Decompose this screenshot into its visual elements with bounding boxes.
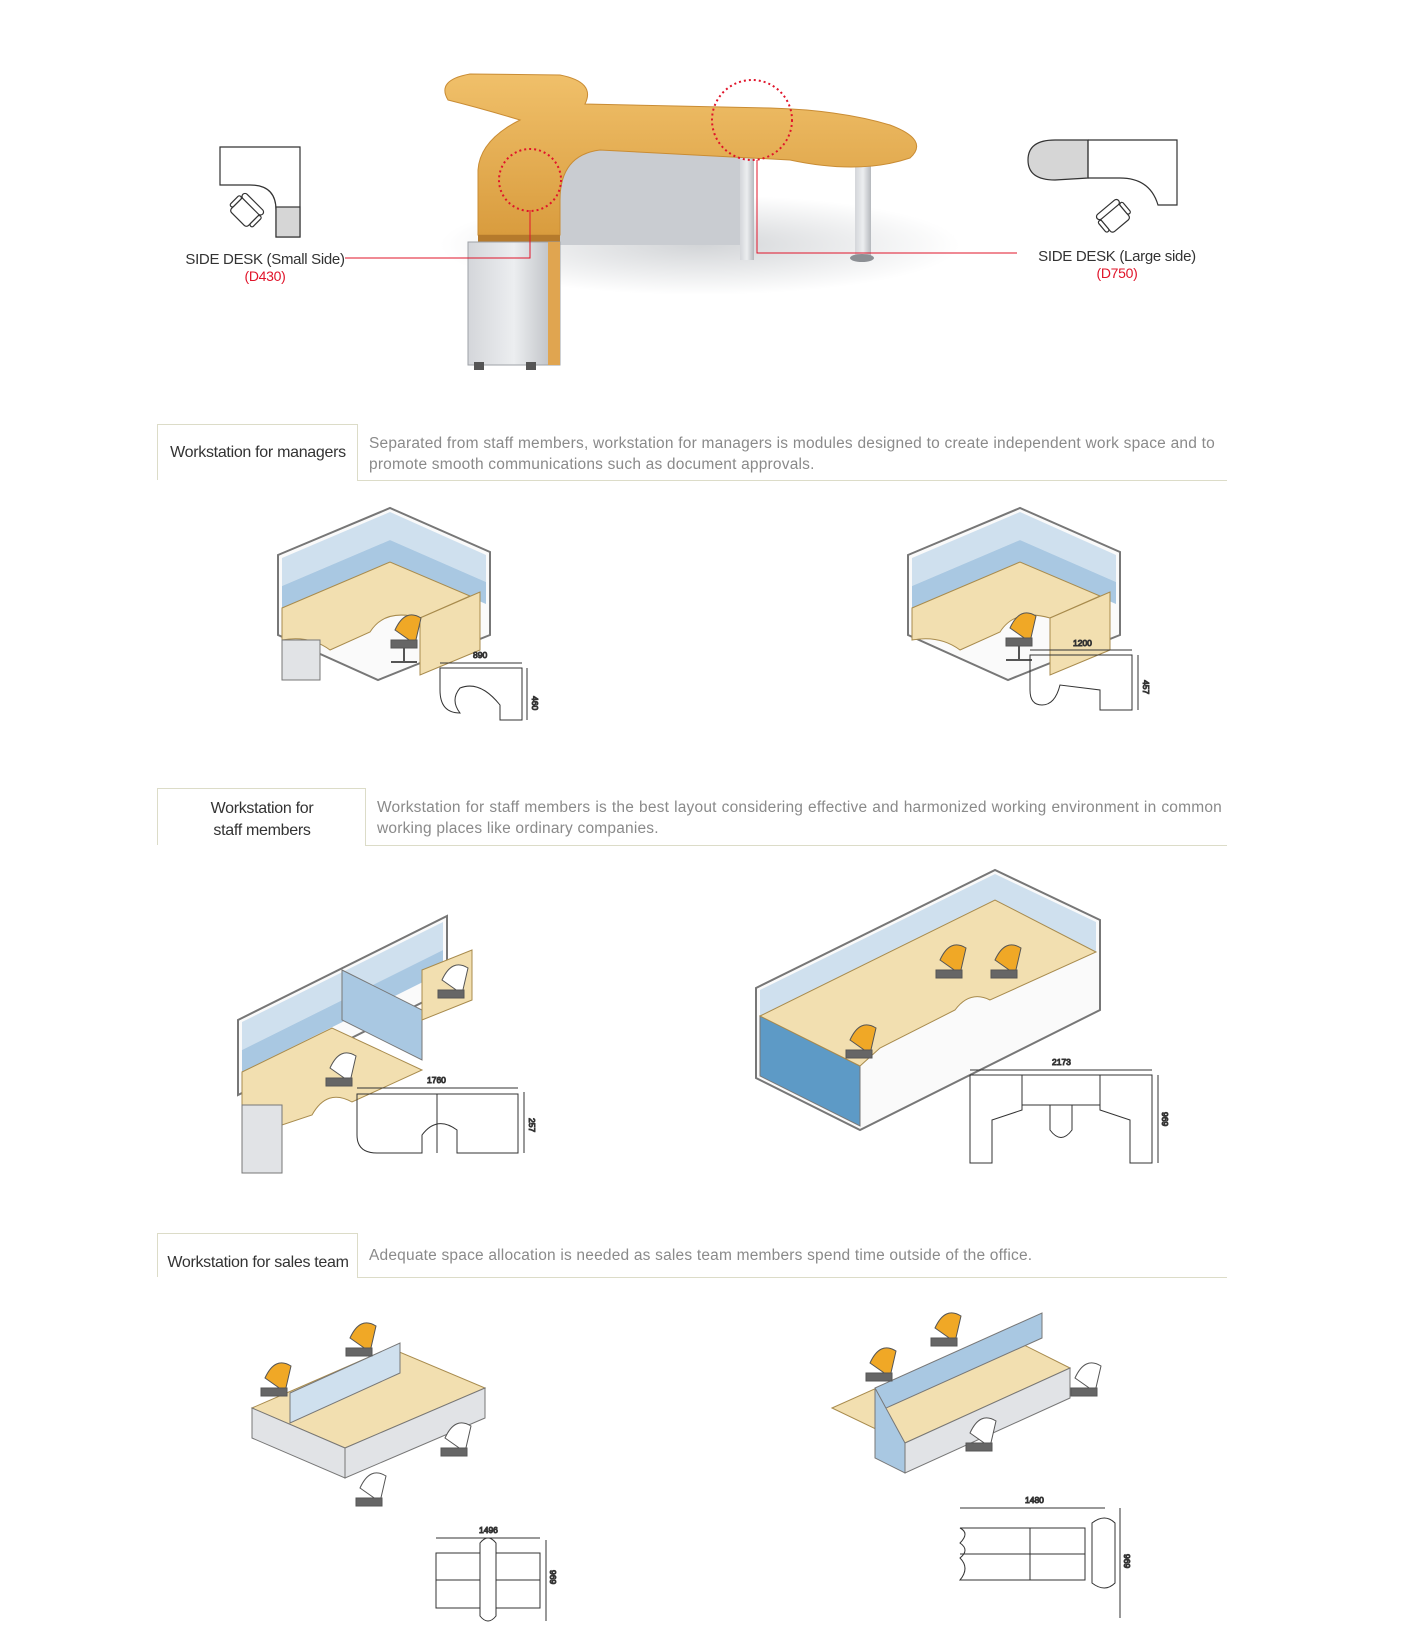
section-sales-title: Workstation for sales team	[167, 1254, 349, 1271]
sales-left-plan	[436, 1525, 558, 1621]
section-sales-description: Adequate space allocation is needed as sales team members spend time outside of the office.	[369, 1247, 1033, 1264]
dim-width: 1200	[1073, 638, 1092, 648]
chair-icon	[356, 1473, 386, 1506]
dim-depth: 969	[1122, 1554, 1132, 1569]
section-staff-title-line2: staff members	[213, 822, 311, 839]
chair-icon	[866, 1348, 896, 1381]
dim-width: 1496	[479, 1525, 498, 1535]
dim-depth: 257	[527, 1118, 537, 1133]
side-desk-large-title: SIDE DESK (Large side)	[1038, 248, 1196, 265]
section-staff-title-line1: Workstation for	[210, 800, 314, 817]
staff-right-plan	[970, 1057, 1170, 1163]
hero-desk-illustration	[0, 0, 1410, 420]
chair-icon	[1071, 1363, 1101, 1396]
side-desk-small-code: (D430)	[244, 268, 286, 284]
dim-width: 2173	[1052, 1057, 1071, 1067]
side-desk-large-label	[1032, 248, 1202, 282]
managers-workstation-left	[270, 500, 570, 750]
staff-workstation-right	[750, 860, 1190, 1150]
section-managers-description: Separated from staff members, workstation for managers is modules designed to create independent work space and to promote smooth communications such as document approvals.	[369, 435, 1215, 473]
sales-workstation-right	[830, 1318, 1170, 1628]
section-staff-description: Workstation for staff members is the best layout considering effective and harmonized working environment in common working places like ordinary companies.	[377, 799, 1222, 837]
dim-width: 890	[473, 650, 488, 660]
section-staff-title	[160, 798, 364, 842]
dim-depth: 457	[1141, 680, 1151, 695]
staff-workstation-left	[232, 910, 572, 1200]
section-managers-title: Workstation for managers	[170, 444, 346, 461]
chair-icon	[346, 1323, 376, 1356]
chair-icon	[261, 1363, 291, 1396]
side-desk-large-code: (D750)	[1096, 265, 1138, 281]
sales-right-plan	[960, 1495, 1132, 1618]
dim-depth: 460	[530, 696, 540, 711]
dim-width: 1480	[1025, 1495, 1044, 1505]
sales-workstation-left	[250, 1318, 590, 1628]
dim-width: 1760	[427, 1075, 446, 1085]
large-side-plan-icon	[1028, 140, 1177, 236]
chair-icon	[931, 1313, 961, 1346]
small-side-plan-icon	[220, 147, 300, 237]
dim-depth: 969	[1160, 1112, 1170, 1127]
dim-depth: 969	[548, 1570, 558, 1585]
managers-workstation-right	[900, 500, 1200, 750]
side-desk-small-title: SIDE DESK (Small Side)	[185, 251, 345, 268]
side-desk-small-label	[180, 251, 350, 285]
